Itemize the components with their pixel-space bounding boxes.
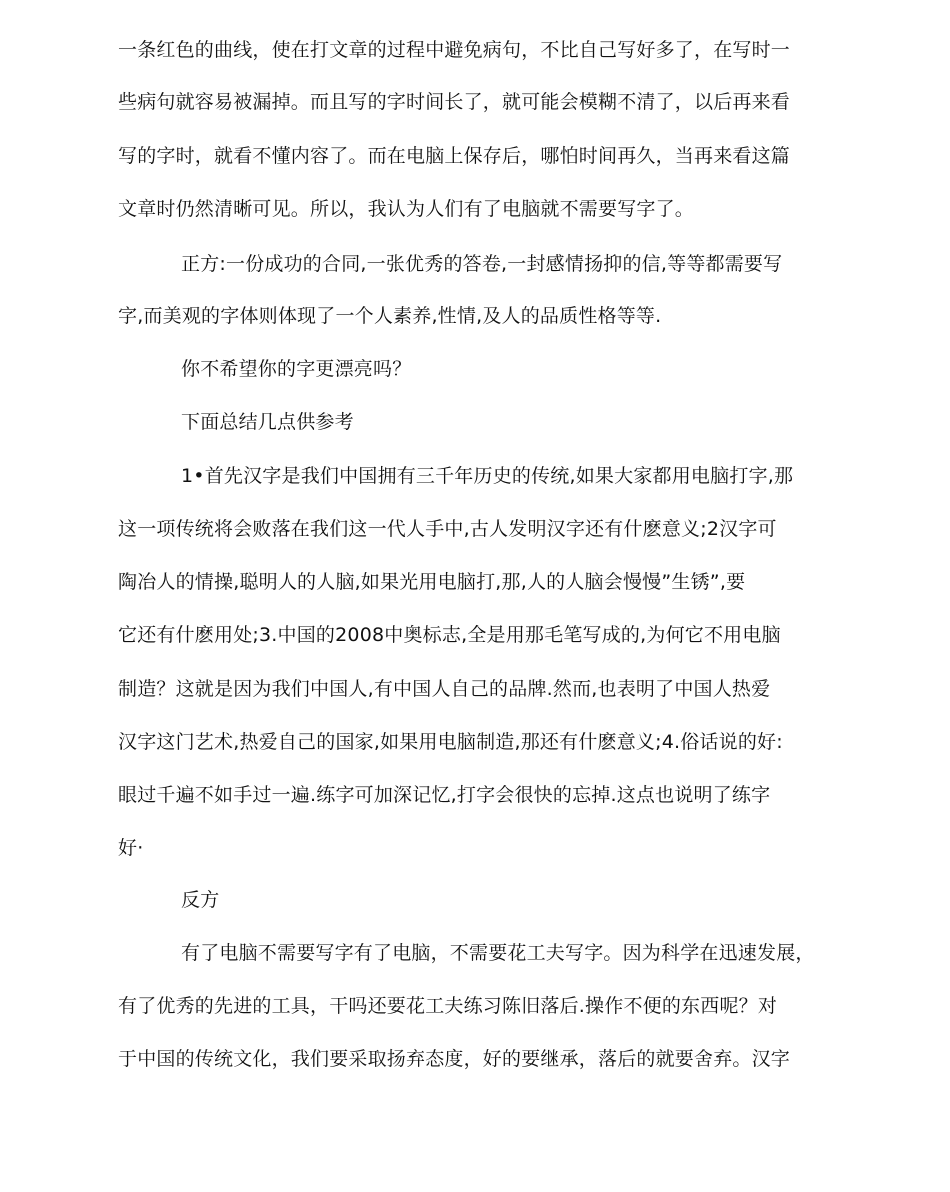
text-line: 有了优秀的先进的工具，干吗还要花工夫练习陈旧落后.操作不便的东西呢？对 (118, 995, 778, 1017)
text-line: 好· (118, 837, 144, 859)
text-line: 些病句就容易被漏掉。而且写的字时间长了，就可能会模糊不清了，以后再来看 (118, 91, 791, 113)
paragraph-first-line: 1•首先汉字是我们中国拥有三千年历史的传统,如果大家都用电脑打字,那 (181, 465, 794, 487)
text-line: 陶冶人的情操,聪明人的人脑,如果光用电脑打,那,人的人脑会慢慢”生锈”,要 (118, 571, 746, 593)
text-line: 汉字这门艺术,热爱自己的国家,如果用电脑制造,那还有什麽意义;4.俗话说的好: (118, 731, 783, 753)
text-line: 这一项传统将会败落在我们这一代人手中,古人发明汉字还有什麽意义;2汉字可 (118, 518, 777, 540)
paragraph-first-line: 下面总结几点供参考 (181, 411, 354, 433)
text-line: 写的字时，就看不懂内容了。而在电脑上保存后，哪怕时间再久，当再来看这篇 (118, 145, 791, 167)
paragraph-first-line: 有了电脑不需要写字有了电脑，不需要花工夫写字。因为科学在迅速发展， (181, 942, 815, 964)
text-line: 于中国的传统文化，我们要采取扬弃态度，好的要继承，落后的就要舍弃。汉字 (118, 1048, 791, 1070)
text-line: 眼过千遍不如手过一遍.练字可加深记忆,打字会很快的忘掉.这点也说明了练字 (118, 784, 771, 806)
text-line: 制造？这就是因为我们中国人,有中国人自己的品牌.然而,也表明了中国人热爱 (118, 678, 771, 700)
text-line: 一条红色的曲线，使在打文章的过程中避免病句，不比自己写好多了，在写时一 (118, 39, 791, 61)
text-line: 它还有什麽用处;3.中国的2008中奥标志,全是用那毛笔写成的,为何它不用电脑 (118, 624, 781, 646)
text-line: 文章时仍然清晰可见。所以，我认为人们有了电脑就不需要写字了。 (118, 198, 695, 220)
paragraph-first-line: 正方:一份成功的合同,一张优秀的答卷,一封感情扬抑的信,等等都需要写 (181, 253, 783, 275)
section-heading: 反方 (181, 889, 220, 911)
paragraph-first-line: 你不希望你的字更漂亮吗？ (181, 358, 412, 380)
text-line: 字,而美观的字体则体现了一个人素养,性情,及人的品质性格等等. (118, 305, 662, 327)
